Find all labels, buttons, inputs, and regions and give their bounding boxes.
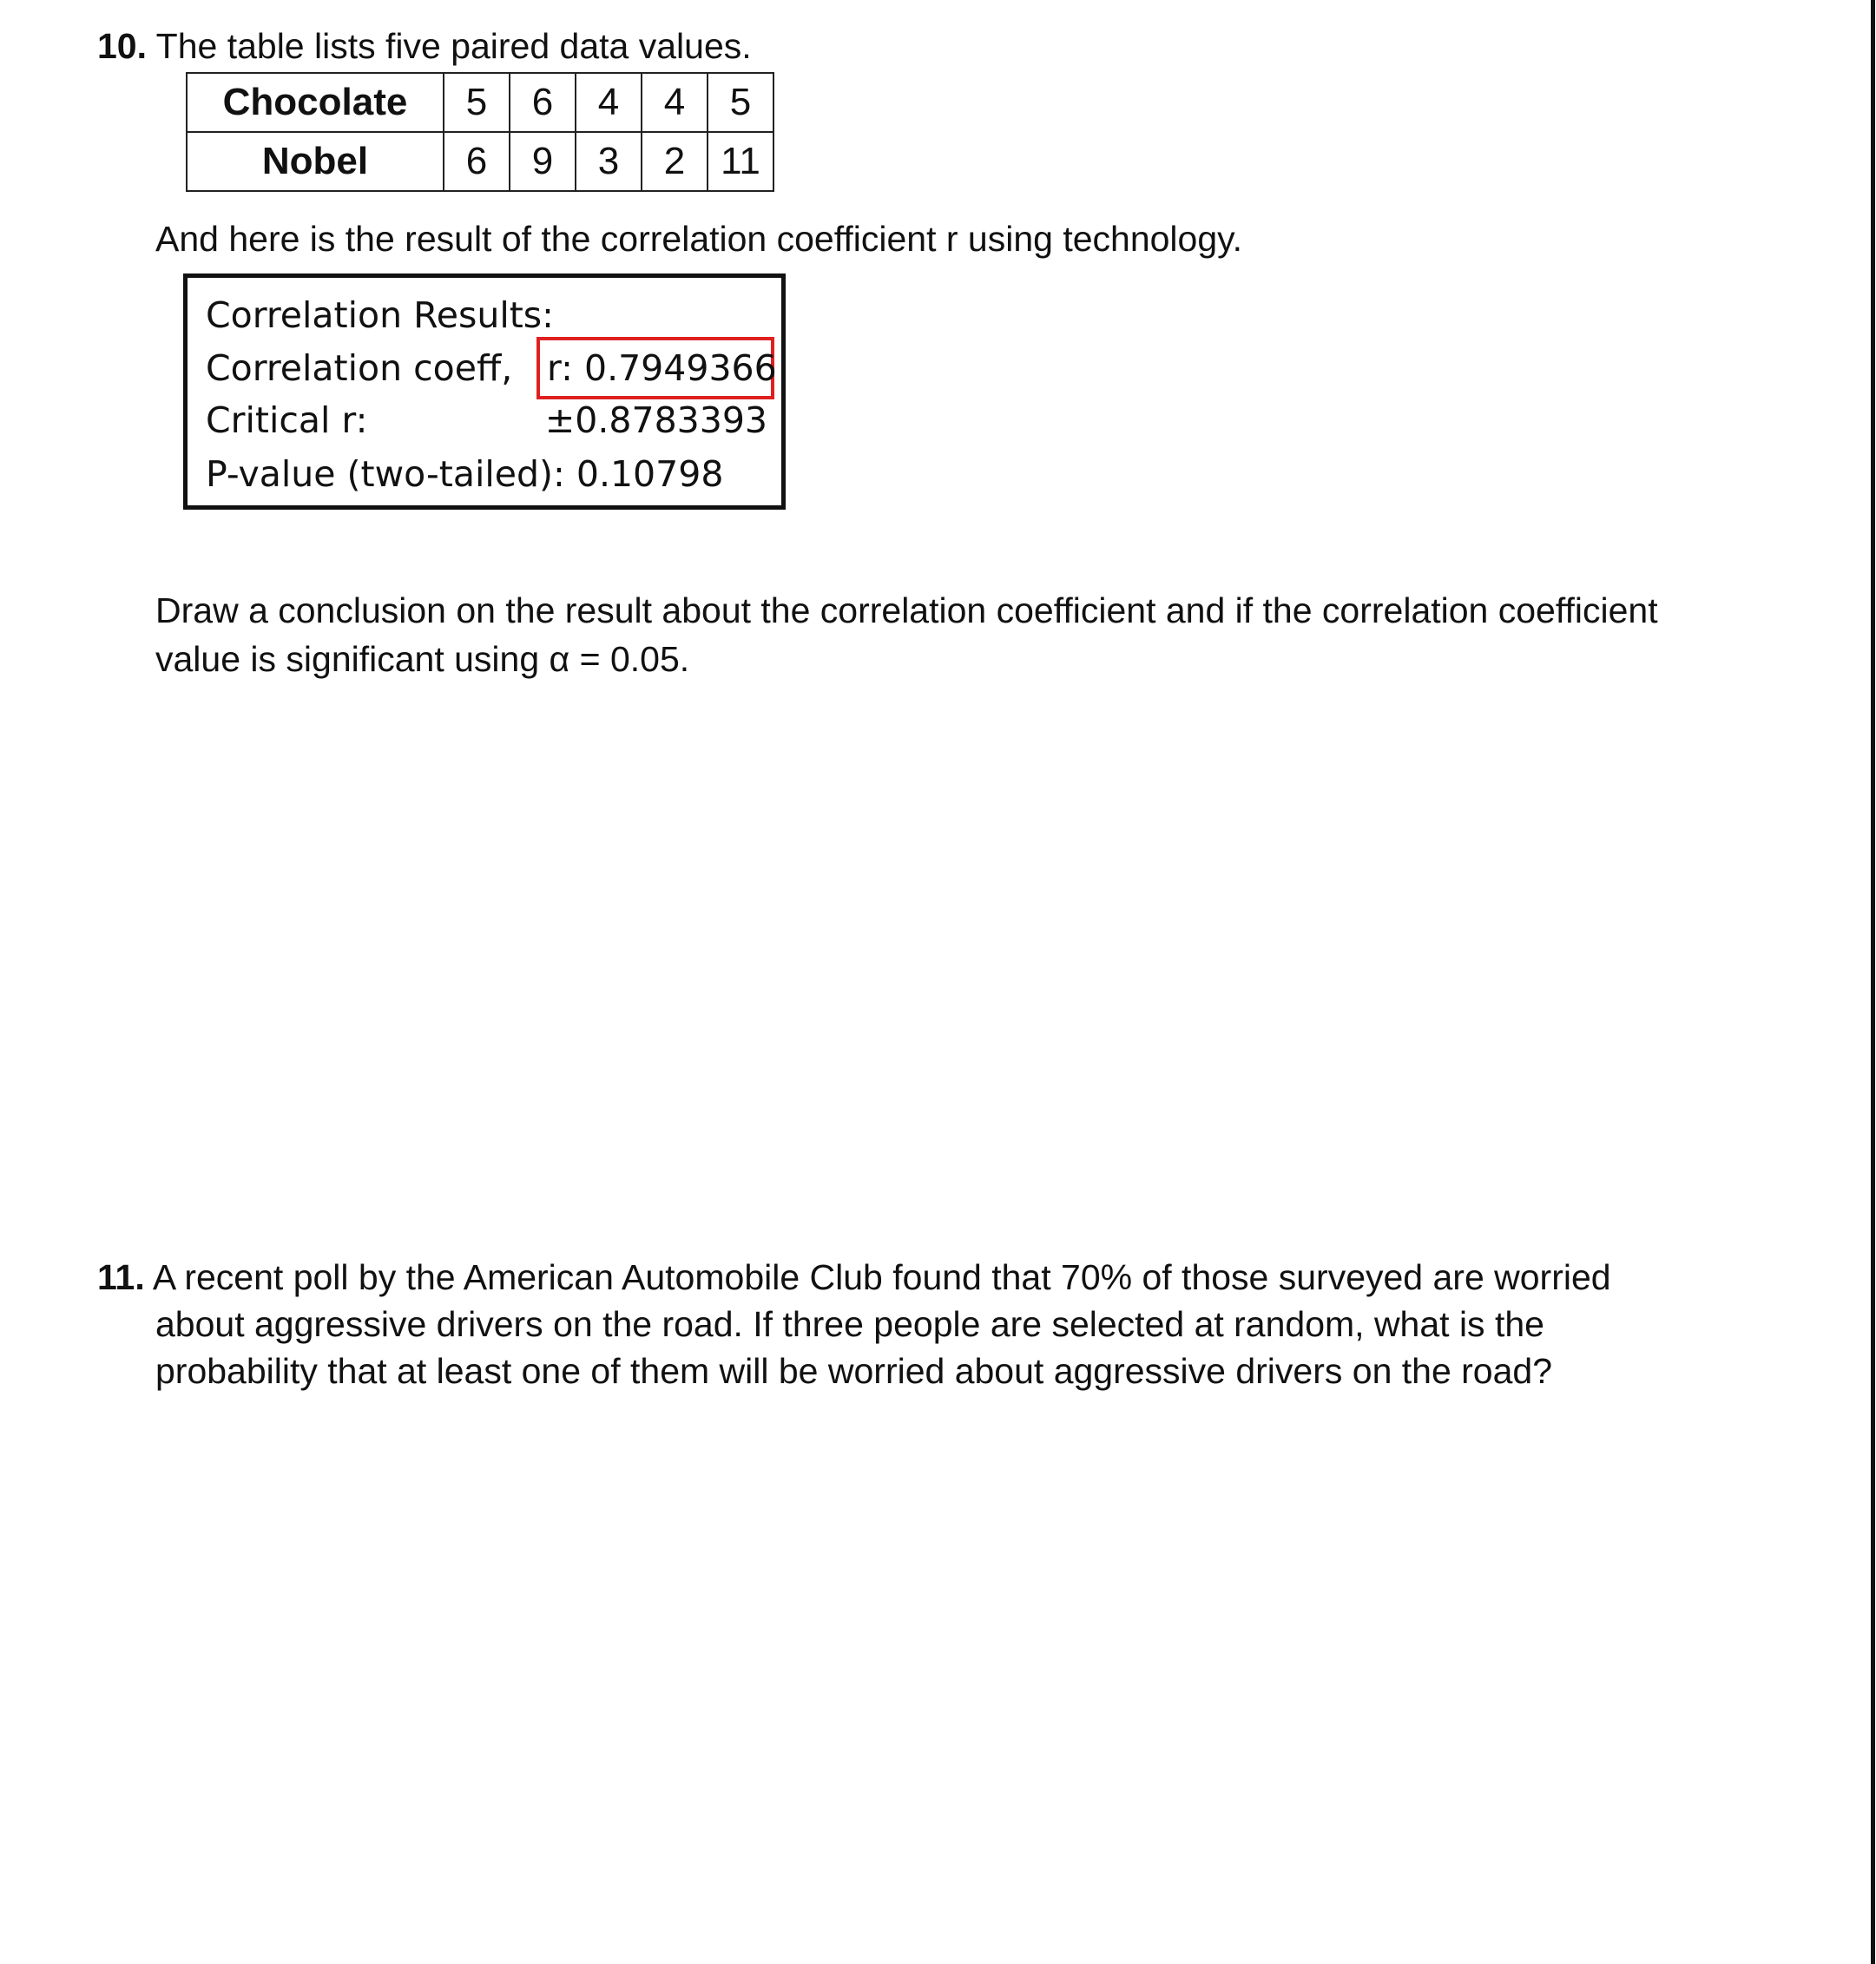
row-label-chocolate: Chocolate xyxy=(187,73,444,132)
question-11-line-1 xyxy=(97,1254,1611,1301)
question-11-line-2: about aggressive drivers on the road. If three people are selected at random, what is the xyxy=(155,1304,1544,1344)
table-cell: 6 xyxy=(510,73,576,132)
technology-intro: And here is the result of the correlation coefficient r using technology. xyxy=(155,219,1242,259)
critical-r-value: ±0.8783393 xyxy=(544,399,767,441)
critical-r-label: Critical r: xyxy=(206,399,368,441)
table-cell: 5 xyxy=(708,73,773,132)
table-row-chocolate xyxy=(187,73,773,132)
conclusion-prompt-line-1: Draw a conclusion on the result about the correlation coefficient and if the correlation coefficient xyxy=(155,590,1658,630)
results-title: Correlation Results: xyxy=(206,294,554,336)
question-10-heading xyxy=(97,23,752,69)
table-cell: 2 xyxy=(642,132,708,191)
table-cell: 3 xyxy=(576,132,642,191)
question-10-number: 10. xyxy=(97,26,147,66)
page-right-border xyxy=(1871,0,1875,1964)
table-cell: 4 xyxy=(576,73,642,132)
correlation-results-box xyxy=(183,274,786,510)
question-11-text-1: A recent poll by the American Automobile Club found that 70% of those surveyed are worried xyxy=(152,1257,1611,1297)
conclusion-prompt-line-2: value is significant using α = 0.05. xyxy=(155,639,690,679)
question-10-intro: The table lists five paired data values. xyxy=(155,26,752,66)
table-cell: 11 xyxy=(708,132,773,191)
r-value-highlight: r: 0.7949366 xyxy=(536,337,774,399)
question-11-line-3: probability that at least one of them will be worried about aggressive drivers on the road? xyxy=(155,1351,1553,1391)
coeff-label: Correlation coeff, xyxy=(206,347,513,389)
table-row-nobel xyxy=(187,132,773,191)
table-cell: 5 xyxy=(444,73,510,132)
table-cell: 9 xyxy=(510,132,576,191)
table-cell: 4 xyxy=(642,73,708,132)
table-cell: 6 xyxy=(444,132,510,191)
paired-data-table xyxy=(186,72,774,192)
row-label-nobel: Nobel xyxy=(187,132,444,191)
question-11-number: 11. xyxy=(97,1257,145,1297)
p-value-line: P-value (two-tailed): 0.10798 xyxy=(206,453,724,495)
